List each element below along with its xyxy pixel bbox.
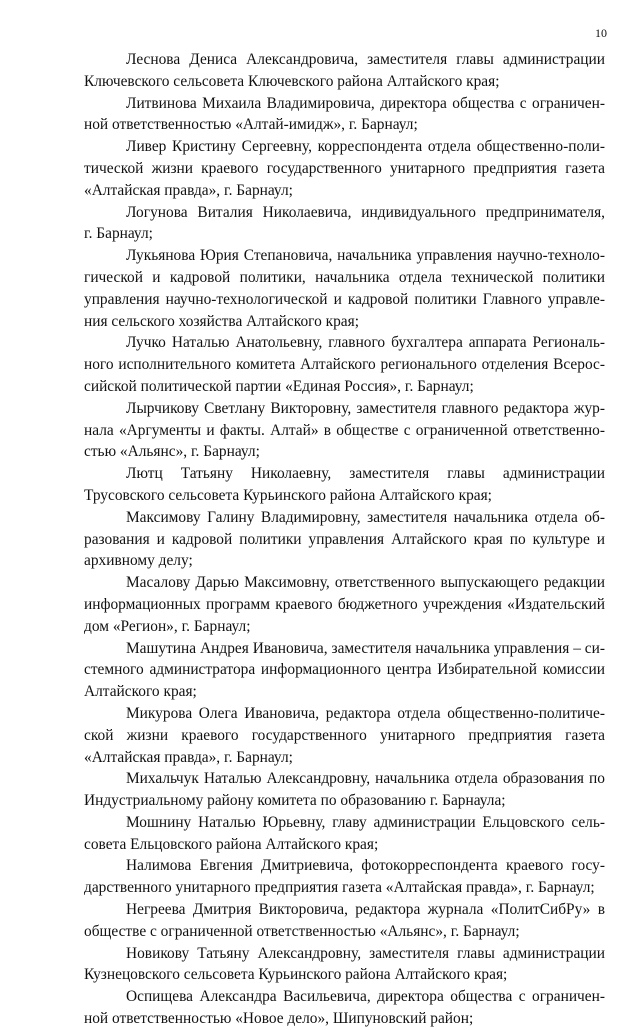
list-entry (84, 398, 605, 463)
text-line: Ключевского сельсовета Ключевского района Алтайского края; (84, 72, 500, 90)
text-line: Мошнину Наталью Юрьевну, главу администрации Ельцовского сель- (126, 813, 605, 831)
text-line: Литвинова Михаила Владимировича, директора общества с ограничен- (126, 94, 605, 112)
list-entry (84, 245, 605, 332)
text-line: информационных программ краевого бюджетного учреждения «Издательский (84, 595, 605, 613)
page-number: 10 (595, 26, 607, 40)
list-entry (84, 93, 605, 137)
text-line: дом «Регион», г. Барнаул; (84, 617, 251, 635)
list-entry (84, 507, 605, 572)
list-entry (84, 463, 605, 507)
list-entry (84, 768, 605, 812)
text-line: дарственного унитарного предприятия газета «Алтайская правда», г. Барнаул; (84, 879, 595, 897)
text-line: архивному делу; (84, 552, 193, 570)
text-line: Лукьянова Юрия Степановича, начальника управления научно-техноло- (126, 247, 605, 265)
list-entry (84, 136, 605, 201)
text-line: гической и кадровой политики, начальника отдела технической политики (84, 268, 605, 286)
list-entry (84, 332, 605, 397)
text-line: Машутина Андрея Ивановича, заместителя начальника управления – си- (126, 639, 605, 657)
text-line: Новикову Татьяну Александровну, заместителя главы администрации (126, 944, 605, 962)
text-line: нала «Аргументы и факты. Алтай» в обществе с ограниченной ответственно- (84, 421, 605, 439)
text-line: Леснова Дениса Александровича, заместителя главы администрации (126, 51, 605, 68)
text-line: Михальчук Наталью Александровну, начальника отдела образования по (126, 770, 605, 788)
text-line: обществе с ограниченной ответственностью «Альянс», г. Барнаул; (84, 922, 520, 940)
text-line: Лырчикову Светлану Викторовну, заместителя главного редактора жур- (126, 399, 605, 417)
text-line: ной ответственностью «Алтай-имидж», г. Барнаул; (84, 116, 418, 134)
text-line: разования и кадровой политики управления Алтайского края по культуре и (84, 530, 605, 548)
text-line: «Алтайская правда», г. Барнаул; (84, 748, 293, 766)
list-entry (84, 812, 605, 856)
text-line: Ливер Кристину Сергеевну, корреспондента отдела общественно-поли- (126, 138, 605, 156)
text-line: Лучко Наталью Анатольевну, главного бухгалтера аппарата Региональ- (126, 334, 605, 352)
list-entry (84, 638, 605, 703)
text-line: ного исполнительного комитета Алтайского регионального отделения Всерос- (84, 356, 605, 374)
text-line: Масалову Дарью Максимовну, ответственного выпускающего редакции (126, 574, 605, 592)
list-entry (84, 943, 605, 987)
list-entry (84, 572, 605, 637)
text-line: Трусовского сельсовета Курьинского района Алтайского края; (84, 486, 492, 504)
text-line: стемного администратора информационного центра Избирательной комиссии (84, 661, 605, 679)
text-line: совета Ельцовского района Алтайского края; (84, 835, 379, 853)
document-body (84, 49, 605, 1030)
text-line: управления научно-технологической и кадровой политики Главного управле- (84, 290, 605, 308)
list-entry (84, 202, 605, 246)
text-line: Максимову Галину Владимировну, заместителя начальника отдела об- (126, 508, 605, 526)
text-line: Логунова Виталия Николаевича, индивидуального предпринимателя, (126, 203, 605, 221)
text-line: Оспищева Александра Васильевича, директора общества с ограничен- (126, 988, 605, 1006)
text-line: «Алтайская правда», г. Барнаул; (84, 181, 293, 199)
text-line: г. Барнаул; (84, 225, 153, 243)
list-entry (84, 49, 605, 93)
text-line: тической жизни краевого государственного унитарного предприятия газета (84, 159, 605, 177)
text-line: сийской политической партии «Единая Россия», г. Барнаул; (84, 377, 474, 395)
text-line: Индустриальному району комитета по образованию г. Барнаула; (84, 792, 506, 810)
list-entry (84, 899, 605, 943)
text-line: Алтайского края; (84, 683, 197, 701)
text-line: ной ответственностью «Новое дело», Шипуновский район; (84, 1010, 474, 1028)
text-line: ния сельского хозяйства Алтайского края; (84, 312, 359, 330)
text-line: ской жизни краевого государственного унитарного предприятия газета (84, 726, 605, 744)
list-entry (84, 703, 605, 768)
list-entry (84, 855, 605, 899)
list-entry (84, 986, 605, 1030)
text-line: Кузнецовского сельсовета Курьинского района Алтайского края; (84, 966, 508, 984)
text-line: Негреева Дмитрия Викторовича, редактора журнала «ПолитСибРу» в (126, 901, 605, 919)
text-line: стью «Альянс», г. Барнаул; (84, 443, 260, 461)
text-line: Налимова Евгения Дмитриевича, фотокорреспондента краевого госу- (126, 857, 605, 875)
text-line: Лютц Татьяну Николаевну, заместителя главы администрации (126, 465, 605, 483)
text-line: Микурова Олега Ивановича, редактора отдела общественно-политиче- (126, 704, 605, 722)
